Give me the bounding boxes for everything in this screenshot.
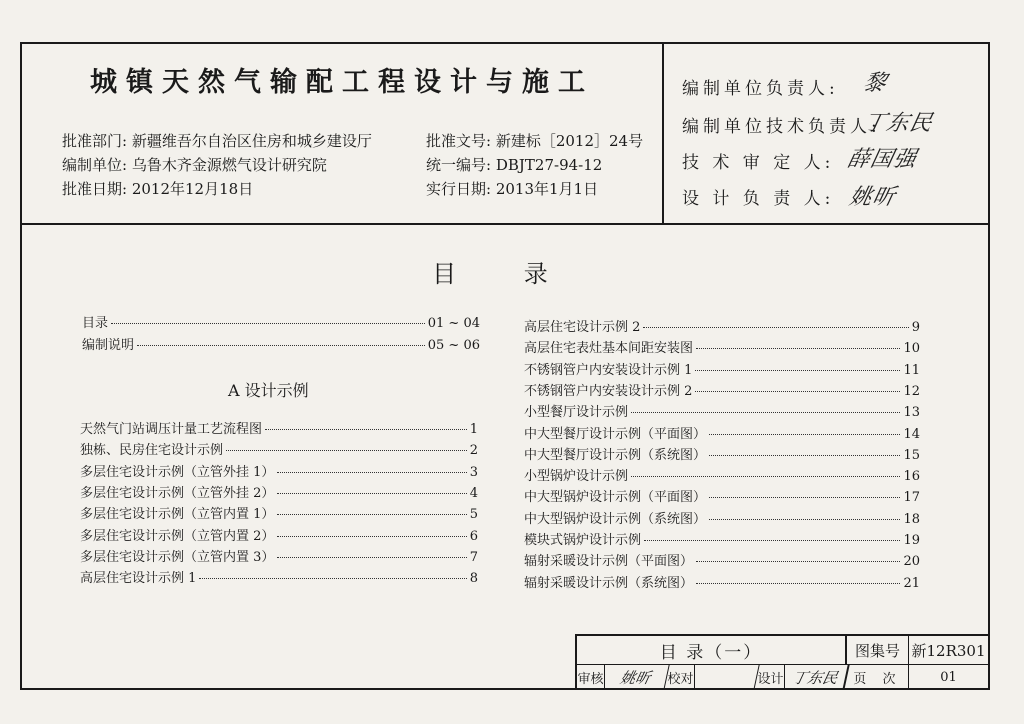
toc-entry-page: 1 — [469, 422, 478, 437]
atlas-number: 新12R301 — [909, 636, 988, 665]
title-block — [575, 634, 988, 690]
meta-key: 批准日期: — [62, 180, 128, 198]
toc-entry-title: 高层住宅设计示例 1 — [80, 571, 197, 587]
design-label: 设计 — [757, 665, 785, 690]
design-signature: 丁东民 — [782, 665, 849, 690]
toc-entry-page: 8 — [469, 571, 478, 587]
toc-entry-title: 目录 — [82, 316, 109, 331]
toc-entry-page: 10 — [903, 341, 920, 357]
toc-entry — [524, 550, 920, 569]
header-left — [22, 44, 664, 223]
atlas-title: 城镇天然气输配工程设计与施工 — [90, 67, 594, 98]
leader-dots — [277, 472, 466, 473]
toc-entry — [524, 401, 920, 420]
toc-entry-page: 14 — [903, 426, 920, 442]
leader-dots — [226, 450, 467, 451]
toc-entry-title: 编制说明 — [82, 338, 135, 353]
leader-dots — [709, 434, 900, 435]
toc-entry — [80, 567, 478, 586]
toc-entry-title: 不锈钢管户内安装设计示例 2 — [524, 383, 693, 399]
leader-dots — [265, 429, 467, 430]
toc-entry — [80, 503, 478, 522]
header-box — [22, 44, 988, 225]
toc-entry-title: 不锈钢管户内安装设计示例 1 — [524, 362, 693, 378]
meta-key: 批准部门: — [62, 132, 128, 150]
toc-entry-title: 多层住宅设计示例（立管内置 3） — [80, 549, 275, 565]
signature: 黎 — [860, 71, 890, 96]
page-label: 页 次 — [847, 665, 909, 690]
toc-entry-title: 多层住宅设计示例（立管内置 2） — [80, 528, 275, 544]
meta-value: 2013年1月1日 — [495, 180, 599, 198]
toc-entry-page: 16 — [903, 469, 920, 485]
toc-entry — [524, 508, 920, 527]
section-a-title: A 设计示例 — [228, 381, 309, 400]
toc-entry-title: 辐射采暖设计示例（平面图） — [524, 554, 694, 570]
toc-entry-title: 中大型锅炉设计示例（系统图） — [524, 511, 707, 527]
toc-entry-title: 中大型锅炉设计示例（平面图） — [524, 490, 707, 506]
proof-signature — [692, 665, 759, 690]
toc-entry — [82, 312, 480, 331]
responsible-persons — [664, 44, 988, 223]
toc-entry-title: 多层住宅设计示例（立管外挂 1） — [80, 464, 275, 480]
toc-entry — [80, 418, 478, 437]
leader-dots — [695, 391, 900, 392]
signature: 薛国强 — [844, 147, 920, 172]
toc-entry-title: 高层住宅表灶基本间距安装图 — [524, 341, 694, 357]
toc-entry-page: 6 — [469, 528, 478, 544]
toc-entry-page: 12 — [903, 383, 920, 399]
leader-dots — [696, 561, 900, 562]
meta-value: 2012年12月18日 — [131, 180, 254, 198]
toc-entry — [80, 546, 478, 565]
resp-role: 技 术 审 定 人: — [682, 153, 835, 173]
leader-dots — [277, 536, 466, 537]
toc-entry-page: 4 — [469, 485, 478, 501]
toc-entry — [524, 337, 920, 356]
toc-entry-page: 2 — [469, 443, 478, 459]
toc-entry — [80, 461, 478, 480]
leader-dots — [137, 345, 425, 346]
leader-dots — [709, 519, 900, 520]
leader-dots — [111, 323, 425, 324]
leader-dots — [696, 348, 900, 349]
leader-dots — [695, 370, 900, 371]
review-label: 审核 — [577, 665, 605, 690]
toc-entry-page: 13 — [903, 405, 920, 421]
toc-entry-page: 9 — [911, 320, 920, 335]
toc-entry — [524, 529, 920, 548]
toc-entry-title: 多层住宅设计示例（立管外挂 2） — [80, 485, 275, 501]
leader-dots — [277, 493, 466, 494]
meta-key: 实行日期: — [426, 180, 492, 198]
toc-entry-page: 21 — [903, 575, 920, 591]
meta-unified-number — [426, 154, 602, 175]
leader-dots — [631, 476, 900, 477]
toc-entry — [524, 359, 920, 378]
meta-key: 编制单位: — [62, 156, 128, 174]
toc-entry — [80, 525, 478, 544]
toc-entry — [80, 482, 478, 501]
toc-heading: 目 录 — [432, 260, 578, 288]
meta-approval-date — [62, 178, 253, 199]
meta-value: DBJT27-94-12 — [495, 156, 603, 174]
toc-entry-title: 多层住宅设计示例（立管内置 1） — [80, 507, 275, 523]
signature: 丁东民 — [860, 111, 936, 136]
resp-role: 设 计 负 责 人: — [682, 189, 835, 209]
toc-entry — [524, 423, 920, 442]
toc-entry-title: 模块式锅炉设计示例 — [524, 533, 642, 548]
proof-label: 校对 — [667, 665, 695, 690]
drawing-frame — [20, 42, 990, 690]
toc-entry-page: 01 ~ 04 — [427, 316, 480, 331]
leader-dots — [644, 540, 900, 541]
toc-entry-page: 19 — [903, 533, 920, 548]
toc-entry — [524, 465, 920, 484]
meta-effective-date — [426, 178, 598, 199]
page-number: 01 — [940, 670, 957, 685]
leader-dots — [696, 583, 900, 584]
toc-entry — [524, 444, 920, 463]
toc-entry-page: 5 — [469, 507, 478, 523]
resp-role: 编制单位技术负责人: — [682, 117, 881, 137]
toc-entry — [524, 486, 920, 505]
signature: 姚昕 — [846, 185, 899, 210]
toc-entry-title: 中大型餐厅设计示例（平面图） — [524, 426, 707, 442]
leader-dots — [199, 578, 466, 579]
toc-entry-page: 11 — [903, 362, 920, 378]
leader-dots — [631, 412, 900, 413]
toc-entry-page: 15 — [903, 447, 920, 463]
toc-entry-page: 05 ~ 06 — [427, 338, 480, 353]
toc-entry — [80, 439, 478, 458]
meta-compiling-unit — [62, 154, 327, 175]
toc-entry-page: 20 — [903, 554, 920, 570]
meta-approving-dept — [62, 130, 372, 151]
leader-dots — [709, 497, 900, 498]
toc-entry — [524, 380, 920, 399]
toc-entry-title: 独栋、民房住宅设计示例 — [80, 443, 224, 459]
toc-entry-title: 天然气门站调压计量工艺流程图 — [80, 422, 263, 437]
meta-value: 乌鲁木齐金源燃气设计研究院 — [131, 156, 327, 174]
toc-entry-title: 中大型餐厅设计示例（系统图） — [524, 447, 707, 463]
meta-value: 新疆维吾尔自治区住房和城乡建设厅 — [131, 132, 372, 150]
meta-value: 新建标［2012］24号 — [495, 132, 644, 150]
leader-dots — [277, 557, 466, 558]
toc-entry-title: 高层住宅设计示例 2 — [524, 320, 641, 335]
toc-entry — [524, 572, 920, 591]
toc-entry-title: 小型餐厅设计示例 — [524, 405, 629, 421]
toc-entry-page: 18 — [903, 511, 920, 527]
toc-entry-title: 辐射采暖设计示例（系统图） — [524, 575, 694, 591]
meta-key: 批准文号: — [426, 132, 492, 150]
review-signature: 姚昕 — [602, 665, 669, 690]
toc-entry-page: 7 — [469, 549, 478, 565]
leader-dots — [709, 455, 900, 456]
leader-dots — [277, 514, 466, 515]
sheet-title: 目 录（一） — [577, 636, 847, 665]
toc-entry-page: 3 — [469, 464, 478, 480]
toc-entry — [82, 334, 480, 353]
toc-entry-title: 小型锅炉设计示例 — [524, 469, 629, 485]
leader-dots — [643, 327, 908, 328]
toc-entry-page: 17 — [903, 490, 920, 506]
resp-role: 编制单位负责人: — [682, 79, 839, 99]
atlas-number-label: 图集号 — [847, 636, 909, 665]
toc-entry — [524, 316, 920, 335]
meta-key: 统一编号: — [426, 156, 492, 174]
meta-approval-number — [426, 130, 643, 151]
